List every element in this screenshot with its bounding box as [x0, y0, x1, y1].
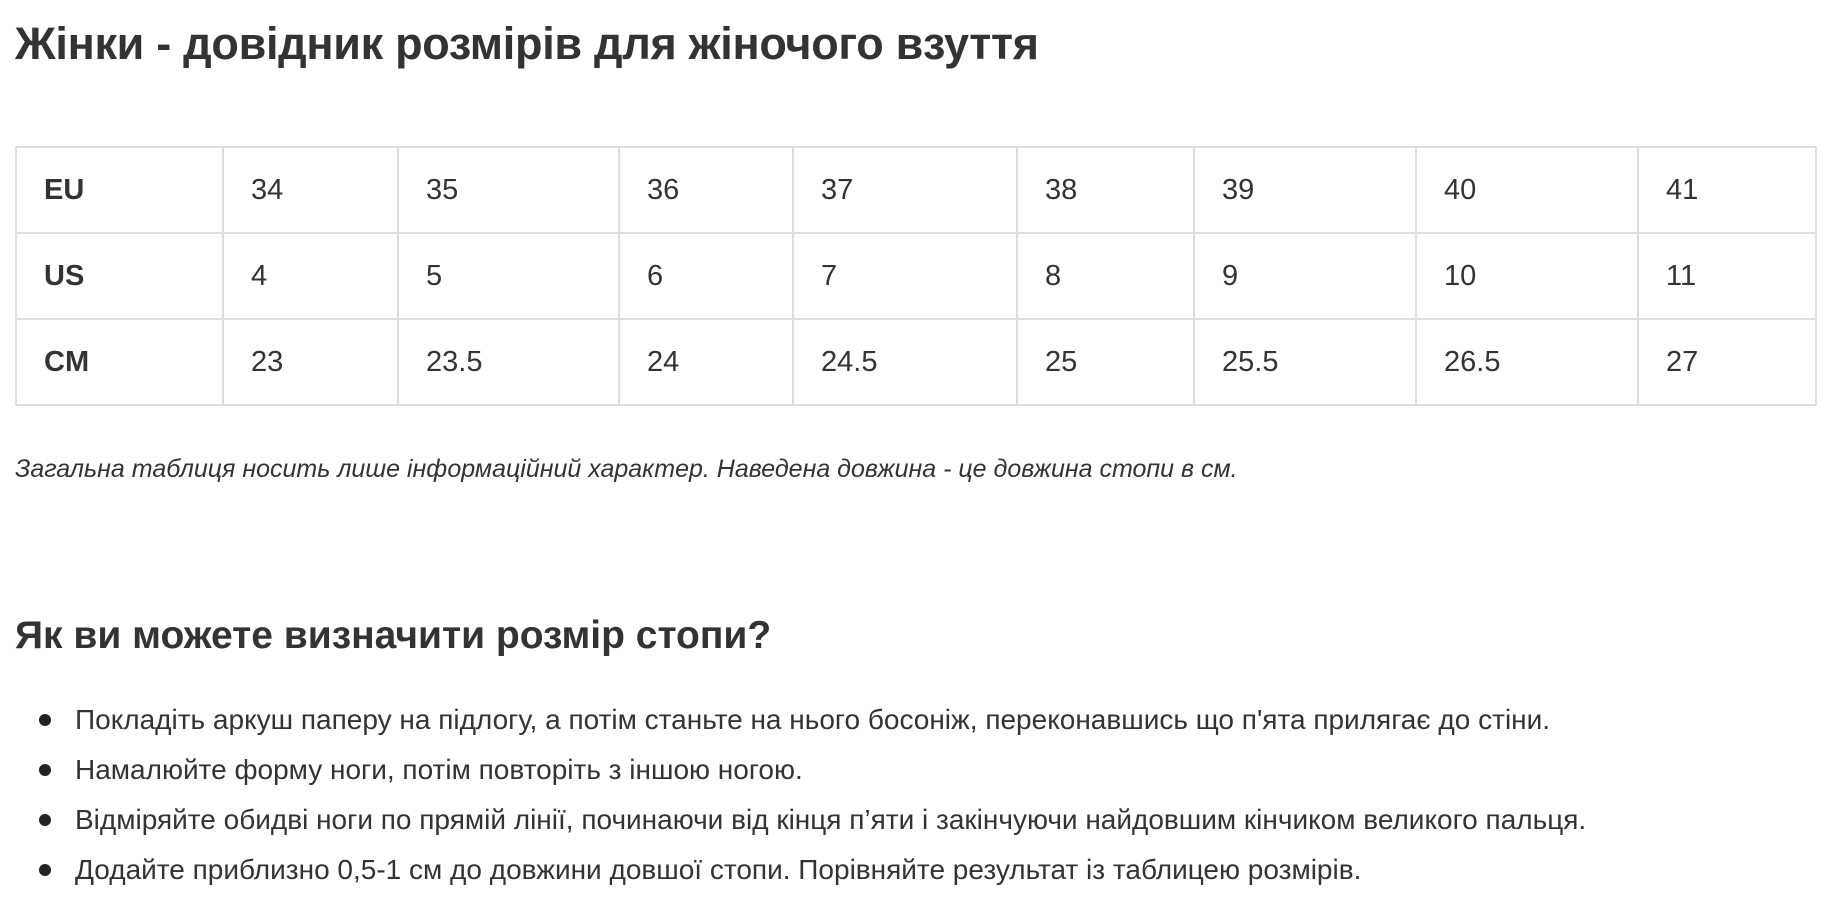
table-cell: 34 [223, 147, 398, 233]
how-to-steps-list [15, 695, 1586, 895]
table-cell: 40 [1416, 147, 1638, 233]
table-cell: 6 [619, 233, 793, 319]
table-cell: 38 [1017, 147, 1194, 233]
table-row-cm [16, 319, 1816, 405]
table-cell: 39 [1194, 147, 1416, 233]
table-row-eu [16, 147, 1816, 233]
table-cell: 25 [1017, 319, 1194, 405]
table-cell: 24 [619, 319, 793, 405]
table-cell: 41 [1638, 147, 1816, 233]
table-row-us [16, 233, 1816, 319]
table-cell: 23.5 [398, 319, 619, 405]
list-item-text: Покладіть аркуш паперу на підлогу, а потім станьте на нього босоніж, переконавшись що п'ята прилягає до стіни. [75, 704, 1551, 735]
list-item-text: Намалюйте форму ноги, потім повторіть з іншою ногою. [75, 754, 803, 785]
table-cell: 35 [398, 147, 619, 233]
bullet-icon [39, 764, 51, 776]
table-disclaimer-note: Загальна таблиця носить лише інформаційний характер. Наведена довжина - це довжина стопи в см. [15, 455, 1238, 483]
list-item [15, 795, 1586, 845]
size-table [15, 146, 1817, 406]
bullet-icon [39, 864, 51, 876]
table-cell: 27 [1638, 319, 1816, 405]
how-to-heading: Як ви можете визначити розмір стопи? [15, 614, 772, 657]
table-cell: 8 [1017, 233, 1194, 319]
list-item [15, 695, 1586, 745]
list-item [15, 845, 1586, 895]
bullet-icon [39, 814, 51, 826]
table-cell: 23 [223, 319, 398, 405]
table-cell: 10 [1416, 233, 1638, 319]
table-cell: 26.5 [1416, 319, 1638, 405]
table-cell: 4 [223, 233, 398, 319]
list-item-text: Додайте приблизно 0,5-1 см до довжини довшої стопи. Порівняйте результат із таблицею розмірів. [75, 854, 1362, 885]
page-title: Жінки - довідник розмірів для жіночого взуття [15, 18, 1039, 69]
row-label-cm: CM [16, 319, 223, 405]
row-label-us: US [16, 233, 223, 319]
list-item [15, 745, 1586, 795]
list-item-text: Відміряйте обидві ноги по прямій лінії, починаючи від кінця п’яти і закінчуючи найдовшим кінчиком великого пальця. [75, 804, 1587, 835]
table-cell: 7 [793, 233, 1017, 319]
table-cell: 5 [398, 233, 619, 319]
table-cell: 9 [1194, 233, 1416, 319]
row-label-eu: EU [16, 147, 223, 233]
table-cell: 25.5 [1194, 319, 1416, 405]
table-cell: 36 [619, 147, 793, 233]
table-cell: 24.5 [793, 319, 1017, 405]
table-cell: 37 [793, 147, 1017, 233]
bullet-icon [39, 714, 51, 726]
table-cell: 11 [1638, 233, 1816, 319]
